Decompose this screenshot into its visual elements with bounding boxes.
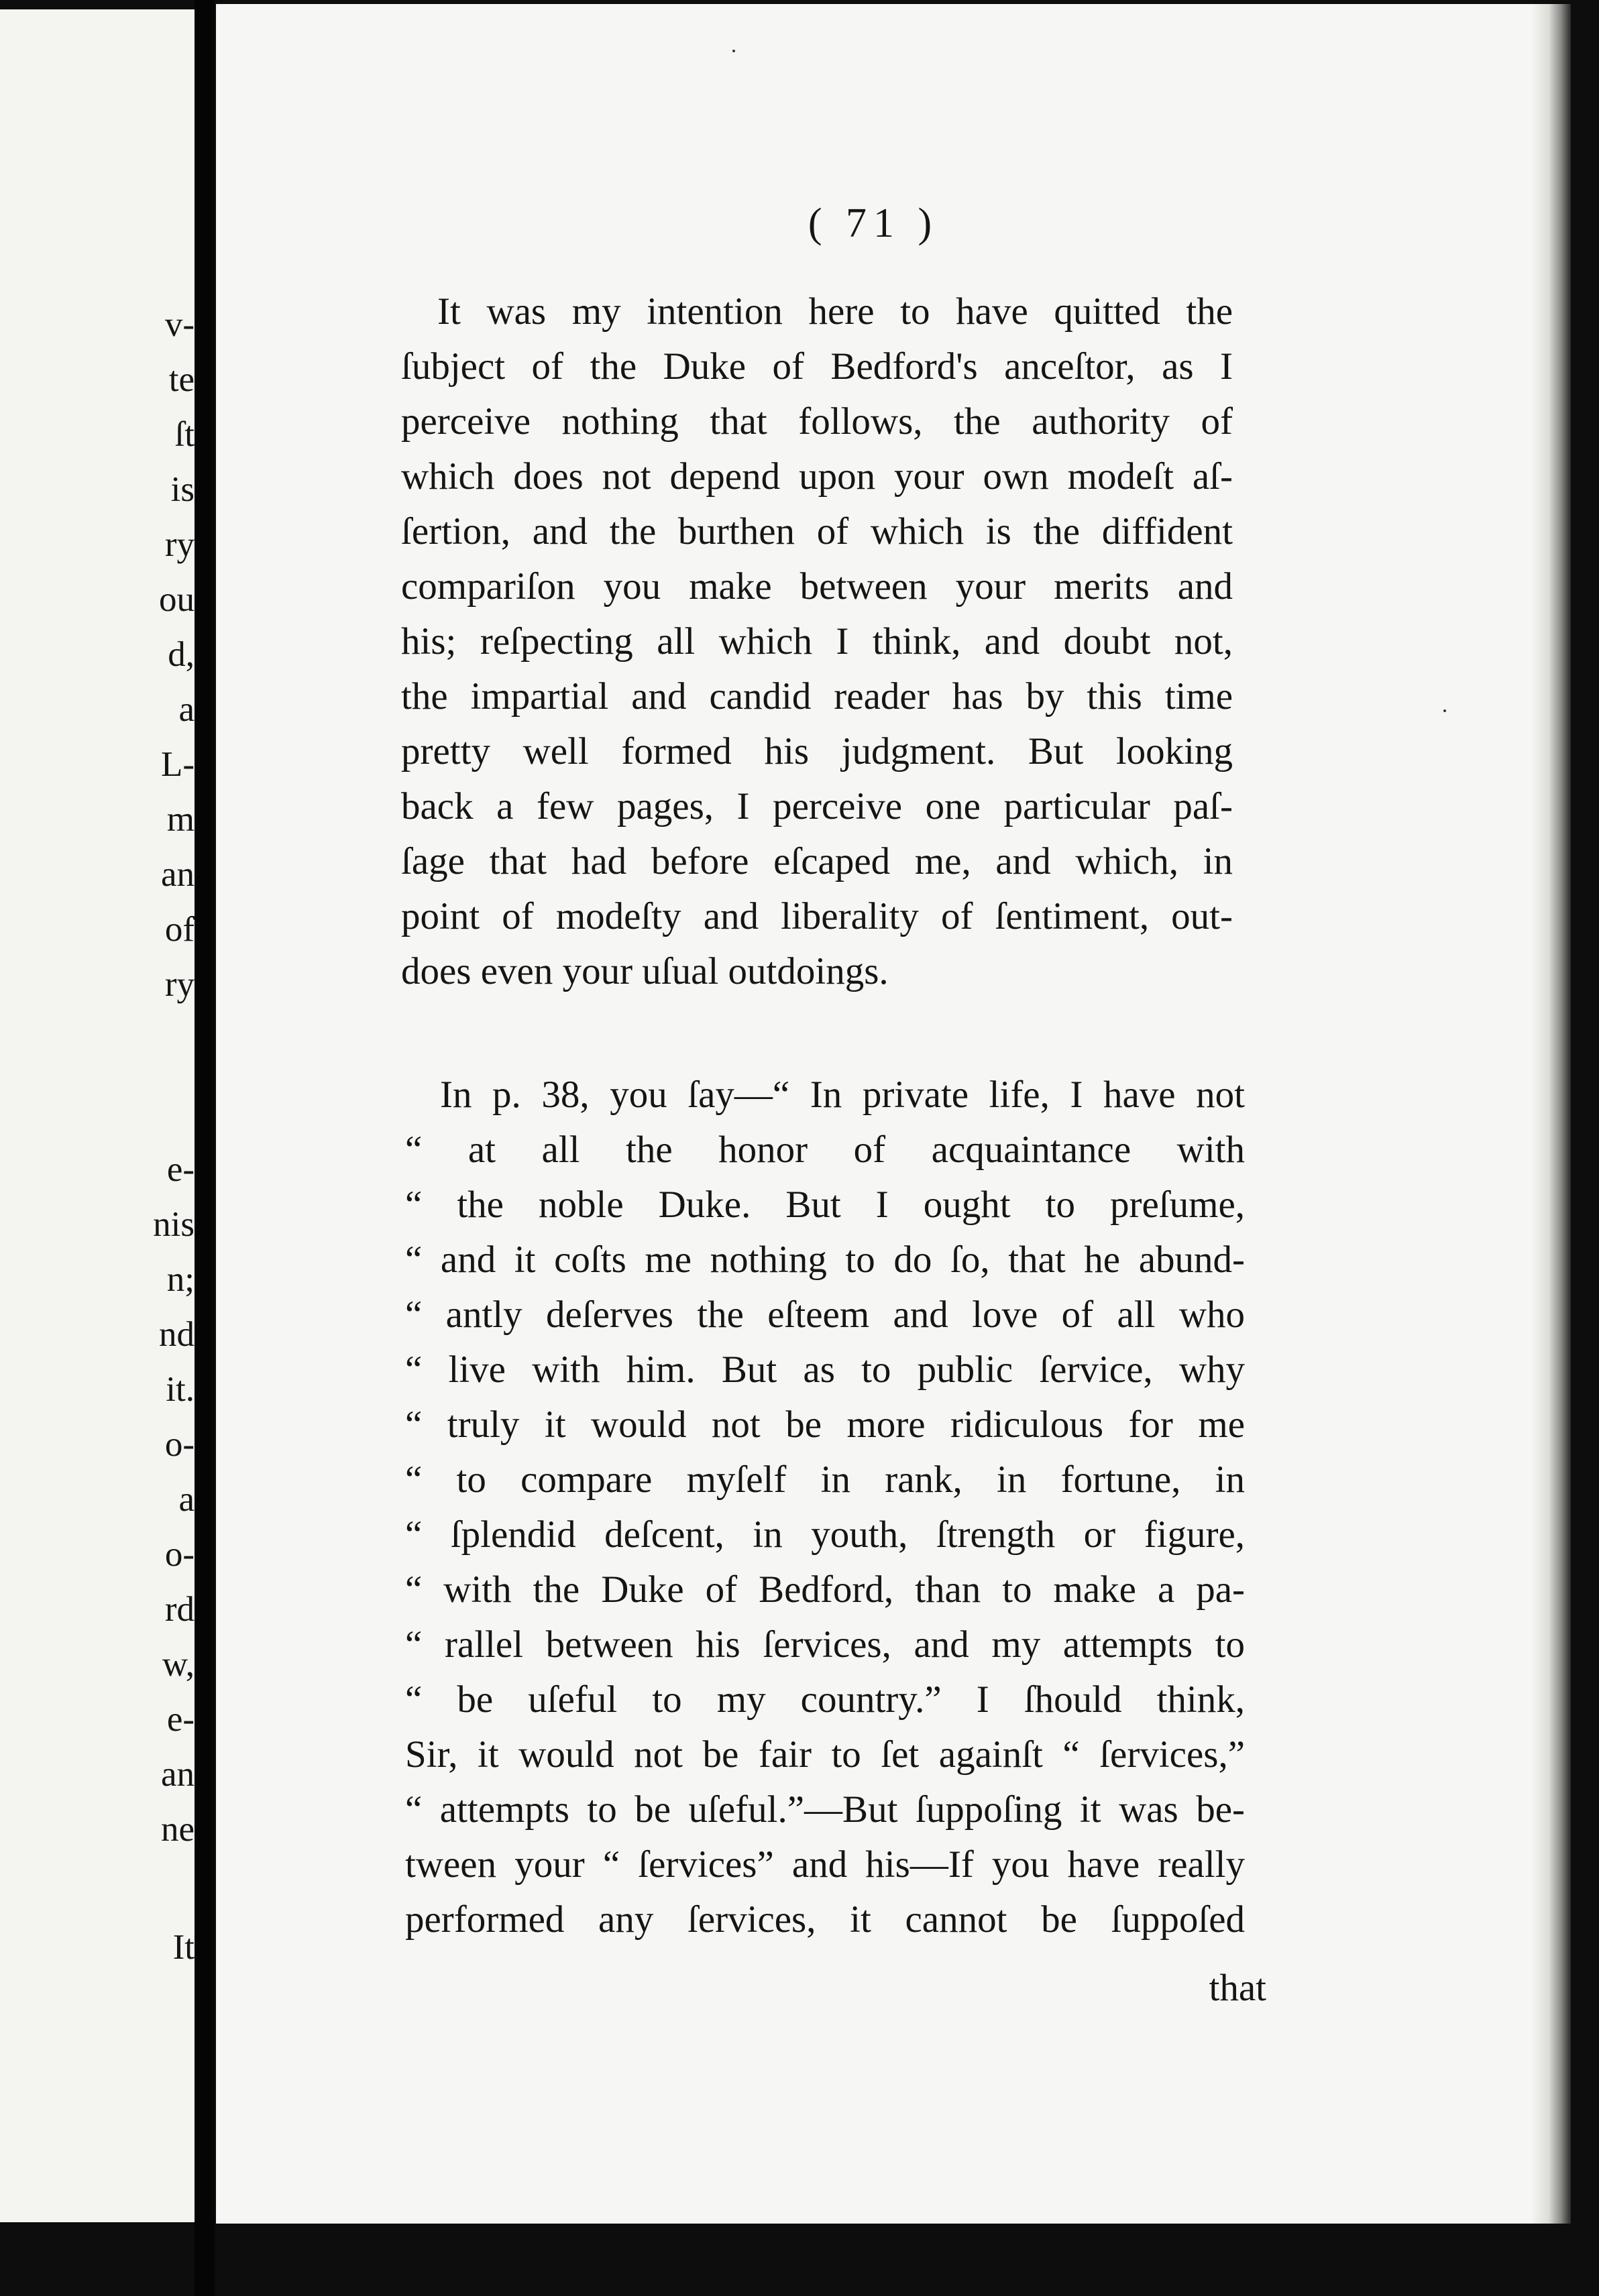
left-page-line-fragment: ne — [160, 1810, 195, 1849]
left-page-line-fragment: it. — [166, 1370, 195, 1409]
paragraph-1-line-4: which does not depend upon your own modeſt aſ- — [401, 455, 1233, 498]
paragraph-1-line-3: perceive nothing that follows, the authority of — [401, 400, 1233, 443]
paragraph-1-line-13: does even your uſual outdoings. — [401, 950, 889, 992]
paragraph-1-line-10: back a few pages, I perceive one particular paſ- — [401, 785, 1233, 827]
left-page — [0, 9, 195, 2222]
paragraph-1-line-6: compariſon you make between your merits and — [401, 565, 1233, 608]
paragraph-2-line-12: “ be uſeful to my country.” I ſhould think, — [405, 1678, 1245, 1721]
paragraph-2-line-4: “ and it coſts me nothing to do ſo, that he abund- — [405, 1239, 1245, 1281]
paragraph-2-line-9: “ ſplendid deſcent, in youth, ſtrength or figure, — [405, 1513, 1245, 1556]
paragraph-2-line-16: performed any ſervices, it cannot be ſuppoſed — [405, 1898, 1245, 1941]
paragraph-1-line-12: point of modeſty and liberality of ſentiment, out- — [401, 895, 1233, 937]
paragraph-2-line-3: “ the noble Duke. But I ought to preſume, — [405, 1184, 1245, 1226]
left-page-line-fragment: n; — [166, 1260, 195, 1299]
left-page-line-fragment: d, — [168, 635, 195, 674]
paragraph-2-line-11: “ rallel between his ſervices, and my attempts to — [405, 1623, 1245, 1666]
left-page-line-fragment: of — [164, 910, 195, 949]
paragraph-2-line-2: “ at all the honor of acquaintance with — [405, 1129, 1245, 1171]
left-page-line-fragment: an — [160, 1755, 195, 1794]
paragraph-2-line-6: “ live with him. But as to public ſervice, why — [405, 1348, 1245, 1391]
left-page-line-fragment: o- — [164, 1425, 195, 1464]
paragraph-2-line-10: “ with the Duke of Bedford, than to make a pa- — [405, 1568, 1245, 1611]
paragraph-2-line-14: “ attempts to be uſeful.”—But ſuppoſing it was be- — [405, 1788, 1245, 1831]
left-page-line-fragment: e- — [166, 1700, 195, 1739]
paragraph-1-line-1: It was my intention here to have quitted the — [437, 290, 1233, 333]
left-page-line-fragment: ſt — [174, 415, 195, 454]
ink-speck — [1443, 709, 1446, 712]
left-page-line-fragment: ry — [164, 525, 195, 564]
left-page-line-fragment: an — [160, 855, 195, 894]
paragraph-2-line-7: “ truly it would not be more ridiculous for me — [405, 1403, 1245, 1446]
left-page-line-fragment: m — [166, 800, 195, 839]
left-page-line-fragment: ry — [164, 965, 195, 1004]
left-page-line-fragment: a — [178, 690, 195, 729]
left-page-line-fragment: nd — [159, 1315, 195, 1354]
paragraph-1-line-9: pretty well formed his judgment. But looking — [401, 730, 1233, 772]
left-page-line-fragment: It — [172, 1928, 195, 1967]
left-page-line-fragment: v- — [164, 305, 195, 344]
paragraph-1-line-2: ſubject of the Duke of Bedford's anceſtor, as I — [401, 345, 1233, 388]
left-page-line-fragment: e- — [166, 1150, 195, 1189]
ink-speck — [732, 50, 735, 52]
left-page-line-fragment: a — [178, 1480, 195, 1519]
paragraph-2-line-8: “ to compare myſelf in rank, in fortune, in — [405, 1458, 1245, 1501]
left-page-line-fragment: nis — [153, 1205, 195, 1244]
paragraph-1-line-11: ſage that had before eſcaped me, and which, in — [401, 840, 1233, 882]
paragraph-2-line-1: In p. 38, you ſay—“ In private life, I have not — [440, 1074, 1245, 1116]
left-page-line-fragment: o- — [164, 1535, 195, 1574]
page-number: ( 71 ) — [808, 200, 939, 246]
left-page-line-fragment: is — [170, 470, 195, 509]
left-page-line-fragment: te — [168, 360, 195, 399]
paragraph-2-line-15: tween your “ ſervices” and his—If you have really — [405, 1843, 1245, 1886]
book-gutter — [195, 0, 215, 2296]
catchword: that — [1209, 1967, 1266, 2009]
paragraph-2-line-5: “ antly deſerves the eſteem and love of all who — [405, 1294, 1245, 1336]
paragraph-1-line-8: the impartial and candid reader has by this time — [401, 675, 1233, 718]
paragraph-1-line-5: ſertion, and the burthen of which is the diffident — [401, 510, 1233, 553]
paragraph-1-line-7: his; reſpecting all which I think, and doubt not, — [401, 620, 1233, 663]
page-edge-shadow — [1531, 4, 1571, 2224]
left-page-line-fragment: rd — [164, 1590, 195, 1629]
left-page-line-fragment: w, — [162, 1645, 195, 1684]
paragraph-2-line-13: Sir, it would not be fair to ſet againſt “ ſervices,” — [405, 1733, 1245, 1776]
right-page — [216, 4, 1571, 2224]
left-page-line-fragment: L- — [160, 745, 195, 784]
left-page-line-fragment: ou — [159, 580, 195, 619]
